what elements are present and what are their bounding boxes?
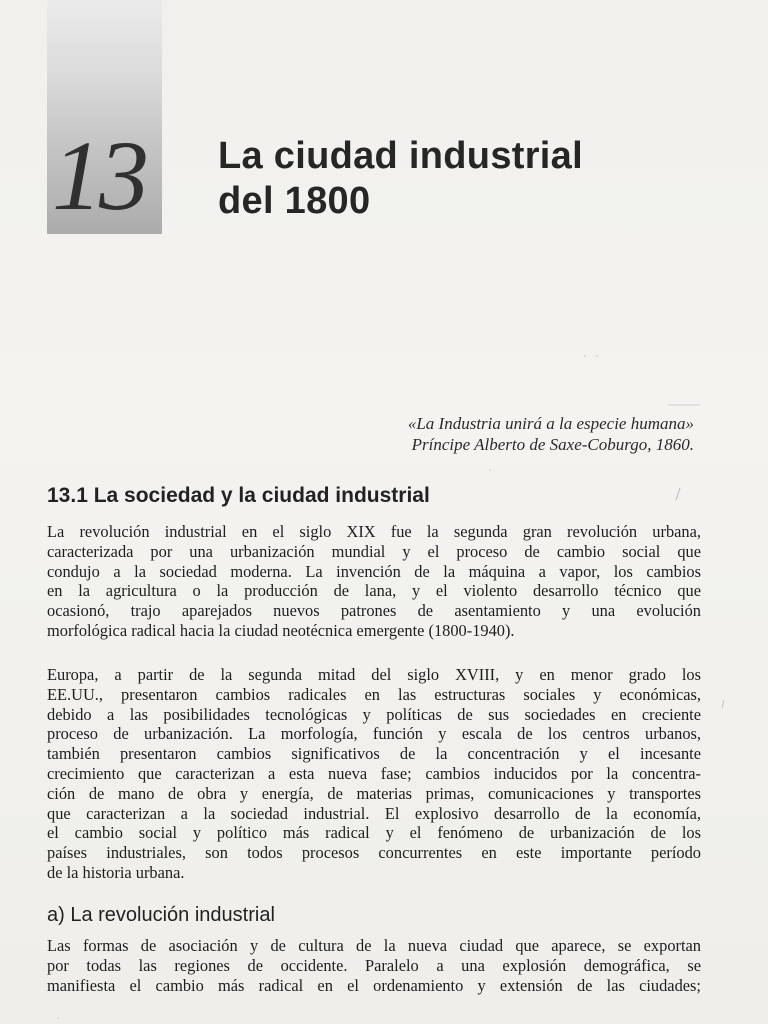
text-line: países industriales, son todos procesos concurrentes en este importante período [47, 843, 701, 863]
text-line: por todas las regiones de occidente. Paralelo a una explosión demográfica, se [47, 955, 701, 975]
text-line: que caracterizan a la sociedad industrial. El explosivo desarrollo de la economía, [47, 803, 701, 823]
text-line: La revolución industrial en el siglo XIX fue la segunda gran revolución urbana, [47, 522, 701, 541]
section-paragraph-2 [47, 665, 701, 883]
text-line: crecimiento que caracterizan a esta nueva fase; cambios inducidos por la concentra- [47, 763, 701, 783]
chapter-title [218, 134, 738, 224]
text-line: en la agricultura o la producción de lana, y el violento desarrollo técnico que [47, 581, 701, 601]
text-line: manifiesta el cambio más radical en el ordenamiento y extensión de las ciudades; [47, 975, 701, 995]
chapter-title-line: del 1800 [218, 180, 371, 222]
epigraph [408, 413, 694, 455]
epigraph-quote: «La Industria unirá a la especie humana» [407, 414, 694, 433]
epigraph-attribution: Príncipe Alberto de Saxe-Coburgo, 1860. [411, 435, 694, 454]
text-line: ocasionó, trajo aparejados nuevos patrones de asentamiento y una evolución [47, 601, 701, 621]
text-line: caracterizada por una urbanización mundial y el proceso de cambio social que [47, 541, 701, 561]
text-line: el cambio social y político más radical y el fenómeno de urbanización de los [47, 823, 701, 843]
text-line: EE.UU., presentaron cambios radicales en las estructuras sociales y económicas, [47, 684, 701, 704]
section-heading: 13.1 La sociedad y la ciudad industrial [47, 484, 430, 507]
subsection-heading: a) La revolución industrial [47, 904, 275, 926]
text-line: también presentaron cambios significativos de la concentración y el incesante [47, 744, 701, 764]
text-line: condujo a la sociedad moderna. La invención de la máquina a vapor, los cambios [47, 561, 701, 581]
text-line: Europa, a partir de la segunda mitad del siglo XVIII, y en menor grado los [47, 665, 701, 684]
chapter-number: 13 [52, 120, 146, 231]
section-paragraph-1 [47, 522, 701, 641]
text-line: debido a las posibilidades tecnológicas y políticas de sus sociedades en creciente [47, 704, 701, 724]
chapter-title-line: La ciudad industrial [218, 135, 583, 177]
text-line: Las formas de asociación y de cultura de la nueva ciudad que aparece, se exportan [47, 936, 701, 955]
text-line: proceso de urbanización. La morfología, función y escala de los centros urbanos, [47, 724, 701, 744]
text-line: morfológica radical hacia la ciudad neotécnica emergente (1800-1940). [47, 620, 515, 640]
text-line: de la historia urbana. [47, 862, 185, 882]
text-line: ción de mano de obra y energía, de materias primas, comunicaciones y transportes [47, 783, 701, 803]
subsection-paragraph-1 [47, 936, 701, 995]
